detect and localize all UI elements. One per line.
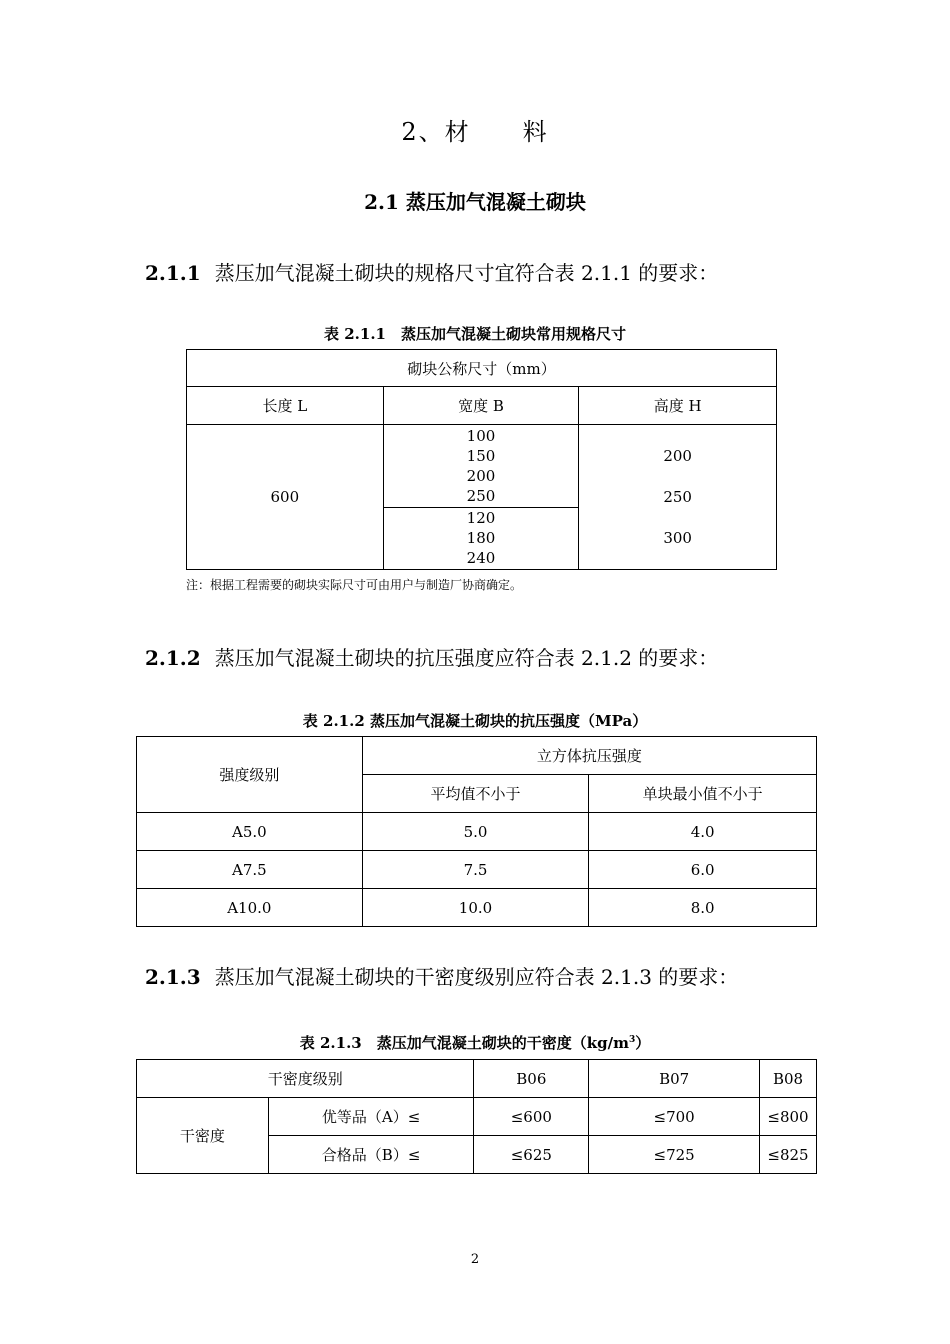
table-header-nominal-size: 砌块公称尺寸（mm） xyxy=(187,350,777,387)
column-header-b06: B06 xyxy=(474,1060,589,1098)
length-value: 600 xyxy=(187,425,384,570)
chapter-title: 2、材 料 xyxy=(401,118,549,146)
clause-text: 蒸压加气混凝土砌块的干密度级别应符合表 2.1.3 的要求： xyxy=(214,965,739,989)
density-cell: ≤800 xyxy=(760,1098,817,1136)
clause-2-1-2 xyxy=(145,642,718,671)
table-row xyxy=(137,889,817,927)
width-value: 150 xyxy=(466,447,496,465)
density-cell: ≤625 xyxy=(474,1136,589,1174)
table-row xyxy=(137,851,817,889)
caption-superscript: 3 xyxy=(628,1035,636,1045)
grade-label: 合格品（B）≤ xyxy=(268,1136,474,1174)
column-header-cube-strength: 立方体抗压强度 xyxy=(362,737,816,775)
caption-end: ） xyxy=(635,1034,651,1052)
density-cell: ≤825 xyxy=(760,1136,817,1174)
table-2-1-3-caption xyxy=(0,1032,950,1053)
min-cell: 8.0 xyxy=(589,889,817,927)
clause-number: 2.1.1 xyxy=(145,261,201,285)
clause-2-1-3 xyxy=(145,961,738,990)
column-header-grade: 强度级别 xyxy=(137,737,363,813)
height-value: 300 xyxy=(663,528,692,547)
width-value: 100 xyxy=(466,427,496,445)
table-2-1-1-caption: 表 2.1.1 蒸压加气混凝土砌块常用规格尺寸 xyxy=(324,325,626,343)
caption-text: 表 2.1.3 蒸压加气混凝土砌块的干密度（kg/m xyxy=(299,1034,629,1052)
clause-number: 2.1.2 xyxy=(145,646,201,670)
table-2-1-1 xyxy=(186,349,777,570)
grade-cell: A10.0 xyxy=(137,889,363,927)
column-header-height: 高度 H xyxy=(579,387,777,425)
average-cell: 10.0 xyxy=(362,889,589,927)
average-cell: 7.5 xyxy=(362,851,589,889)
table-2-1-2 xyxy=(136,736,817,927)
grade-label: 优等品（A）≤ xyxy=(268,1098,474,1136)
height-group xyxy=(579,425,777,570)
width-value: 250 xyxy=(466,487,496,505)
average-cell: 5.0 xyxy=(362,813,589,851)
page-number: 2 xyxy=(470,1252,480,1267)
grade-cell: A5.0 xyxy=(137,813,363,851)
column-header-length: 长度 L xyxy=(187,387,384,425)
width-value: 200 xyxy=(466,467,496,485)
column-header-b07: B07 xyxy=(589,1060,760,1098)
clause-number: 2.1.3 xyxy=(145,965,201,989)
grade-cell: A7.5 xyxy=(137,851,363,889)
density-cell: ≤700 xyxy=(589,1098,760,1136)
clause-text: 蒸压加气混凝土砌块的规格尺寸宜符合表 2.1.1 的要求： xyxy=(214,261,719,285)
clause-2-1-1 xyxy=(145,257,718,286)
width-group-a xyxy=(383,425,579,507)
height-value: 250 xyxy=(663,487,692,506)
density-cell: ≤725 xyxy=(589,1136,760,1174)
table-2-1-1-note: 注：根据工程需要的砌块实际尺寸可由用户与制造厂协商确定。 xyxy=(186,578,523,592)
height-value: 200 xyxy=(663,446,692,465)
column-header-average: 平均值不小于 xyxy=(362,775,589,813)
min-cell: 6.0 xyxy=(589,851,817,889)
column-header-b08: B08 xyxy=(760,1060,817,1098)
clause-text: 蒸压加气混凝土砌块的抗压强度应符合表 2.1.2 的要求： xyxy=(214,646,719,670)
row-header-dry-density: 干密度 xyxy=(137,1098,269,1174)
chapter-heading xyxy=(0,112,950,147)
width-group-b xyxy=(383,507,579,569)
min-cell: 4.0 xyxy=(589,813,817,851)
column-header-single-min: 单块最小值不小于 xyxy=(589,775,817,813)
table-2-1-3 xyxy=(136,1059,817,1174)
width-value: 240 xyxy=(466,549,496,568)
table-row xyxy=(137,813,817,851)
width-value: 120 xyxy=(466,509,496,528)
density-cell: ≤600 xyxy=(474,1098,589,1136)
column-header-density-level: 干密度级别 xyxy=(137,1060,474,1098)
column-header-width: 宽度 B xyxy=(383,387,579,425)
table-2-1-2-caption: 表 2.1.2 蒸压加气混凝土砌块的抗压强度（MPa） xyxy=(302,712,648,730)
width-value: 180 xyxy=(466,529,496,548)
section-title: 2.1 蒸压加气混凝土砌块 xyxy=(364,190,586,214)
table-row xyxy=(137,1098,817,1136)
